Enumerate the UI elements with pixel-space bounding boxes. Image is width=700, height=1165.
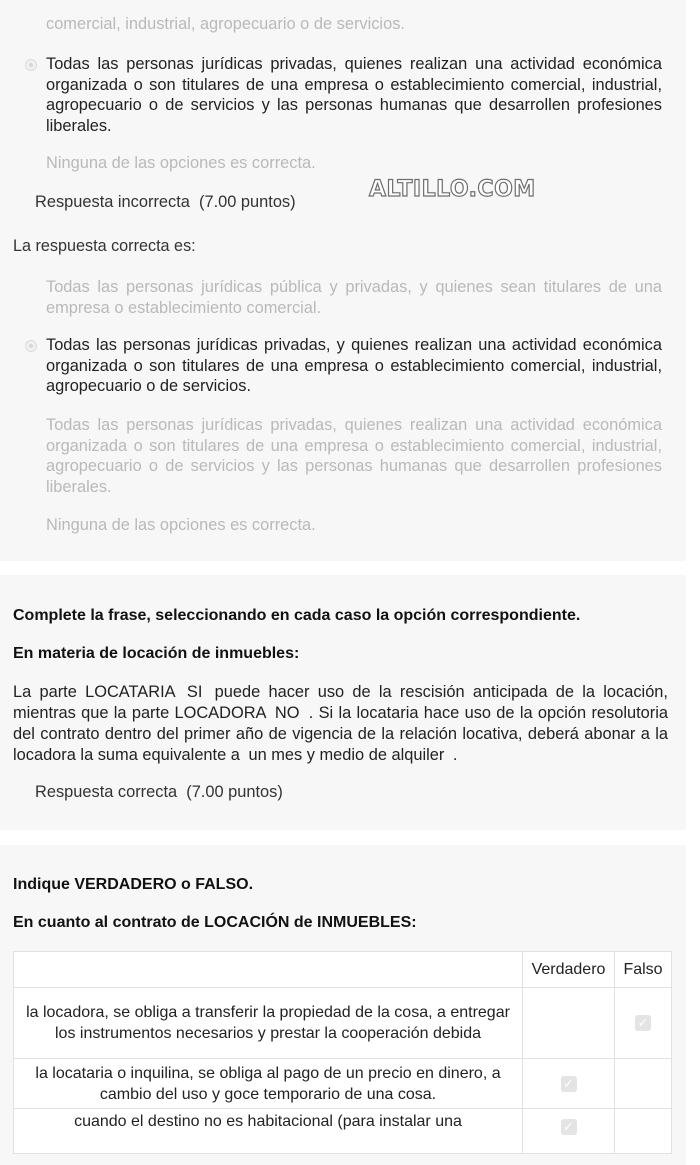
correct-option-4-text: Ninguna de las opciones es correcta. bbox=[46, 516, 316, 534]
question-1-panel bbox=[0, 0, 686, 561]
statement-header bbox=[14, 952, 523, 988]
statement-cell: la locadora, se obliga a transferir la propiedad de la cosa, a entregar los instrumentos necesarios y prestar la cooperación debida bbox=[14, 988, 523, 1059]
cloze-text-2: puede hacer uso de la rescisión anticipada de la locación, mientras que la parte LOCADORA bbox=[13, 683, 668, 722]
cloze-text-4: . bbox=[452, 746, 458, 764]
correct-option-3-text: Todas las personas jurídicas privadas, quienes realizan una actividad económica organizada o son titulares de una empresa o establecimiento comercial, industrial, agropecuario o de servicios y las personas humanas que desarrollen profesiones liberales. bbox=[46, 416, 662, 497]
cloze-text-3: . Si la locataria hace uso de la opción resolutoria del contrato dentro del primer año de vigencia de la relación locativa, deberá abonar a la locadora la suma equivalente a bbox=[13, 704, 668, 764]
given-option-1-text: Todas las personas jurídicas privadas, quienes realizan una actividad económica organizada o son titulares de una empresa o establecimiento comercial, industrial, agropecuario o de servicios y las personas humanas que desarrollen profesiones liberales. bbox=[46, 55, 662, 136]
true-cell[interactable] bbox=[523, 988, 615, 1059]
false-cell[interactable] bbox=[615, 988, 672, 1059]
points-label: (7.00 puntos) bbox=[199, 193, 296, 211]
radio-given-option-1[interactable] bbox=[25, 59, 37, 71]
question-2-panel bbox=[0, 575, 686, 830]
checkbox-checked-icon[interactable]: ✓ bbox=[561, 1076, 577, 1092]
correct-option-2-text: Todas las personas jurídicas privadas, y quienes realizan una actividad económica organizada o son titulares de una empresa o establecimiento comercial, industrial, agropecuario o de servicios. bbox=[46, 336, 662, 396]
table-row bbox=[14, 1059, 672, 1109]
table-row bbox=[14, 1109, 672, 1154]
result-label: Respuesta correcta bbox=[35, 783, 178, 801]
cloze-text bbox=[13, 682, 668, 766]
result-feedback-1 bbox=[35, 193, 296, 212]
correct-option-1-text: Todas las personas jurídicas pública y privadas, y quienes sean titulares de una empresa o establecimiento comercial. bbox=[46, 278, 662, 317]
checkbox-checked-icon[interactable]: ✓ bbox=[635, 1015, 651, 1031]
given-option-2-text: Ninguna de las opciones es correcta. bbox=[46, 154, 316, 172]
correct-answer-label: La respuesta correcta es: bbox=[13, 237, 196, 255]
table-row bbox=[14, 988, 672, 1059]
true-cell[interactable] bbox=[523, 1059, 615, 1109]
question-3-subject: En cuanto al contrato de LOCACIÓN de INMUEBLES: bbox=[13, 914, 417, 931]
table-header-row bbox=[14, 952, 672, 988]
result-label: Respuesta incorrecta bbox=[35, 193, 190, 211]
false-cell[interactable] bbox=[615, 1059, 672, 1109]
watermark-logo: ALTILLO.COM bbox=[369, 177, 536, 202]
cloze-text-1: La parte LOCATARIA bbox=[13, 683, 175, 701]
col-false-header: Falso bbox=[615, 952, 672, 988]
col-true-header: Verdadero bbox=[523, 952, 615, 988]
true-cell[interactable] bbox=[523, 1109, 615, 1154]
cloze-select-2[interactable]: NO bbox=[274, 704, 300, 722]
statement-cell: la locataria o inquilina, se obliga al pago de un precio en dinero, a cambio del uso y goce temporario de una cosa. bbox=[14, 1059, 523, 1109]
true-false-table bbox=[13, 951, 672, 1154]
result-feedback-2 bbox=[35, 783, 283, 802]
statement-cell: cuando el destino no es habitacional (para instalar una bbox=[14, 1109, 523, 1154]
option-partial: comercial, industrial, agropecuario o de servicios. bbox=[46, 15, 405, 33]
question-2-instruction: Complete la frase, seleccionando en cada caso la opción correspondiente. bbox=[13, 607, 581, 624]
question-2-subject: En materia de locación de inmuebles: bbox=[13, 645, 300, 662]
radio-correct-option[interactable] bbox=[25, 340, 37, 352]
question-3-instruction: Indique VERDADERO o FALSO. bbox=[13, 876, 254, 893]
false-cell[interactable] bbox=[615, 1109, 672, 1154]
cloze-select-1[interactable]: SI bbox=[186, 683, 203, 701]
points-label: (7.00 puntos) bbox=[186, 783, 283, 801]
checkbox-checked-icon[interactable]: ✓ bbox=[561, 1119, 577, 1135]
cloze-select-3[interactable]: un mes y medio de alquiler bbox=[248, 746, 445, 764]
